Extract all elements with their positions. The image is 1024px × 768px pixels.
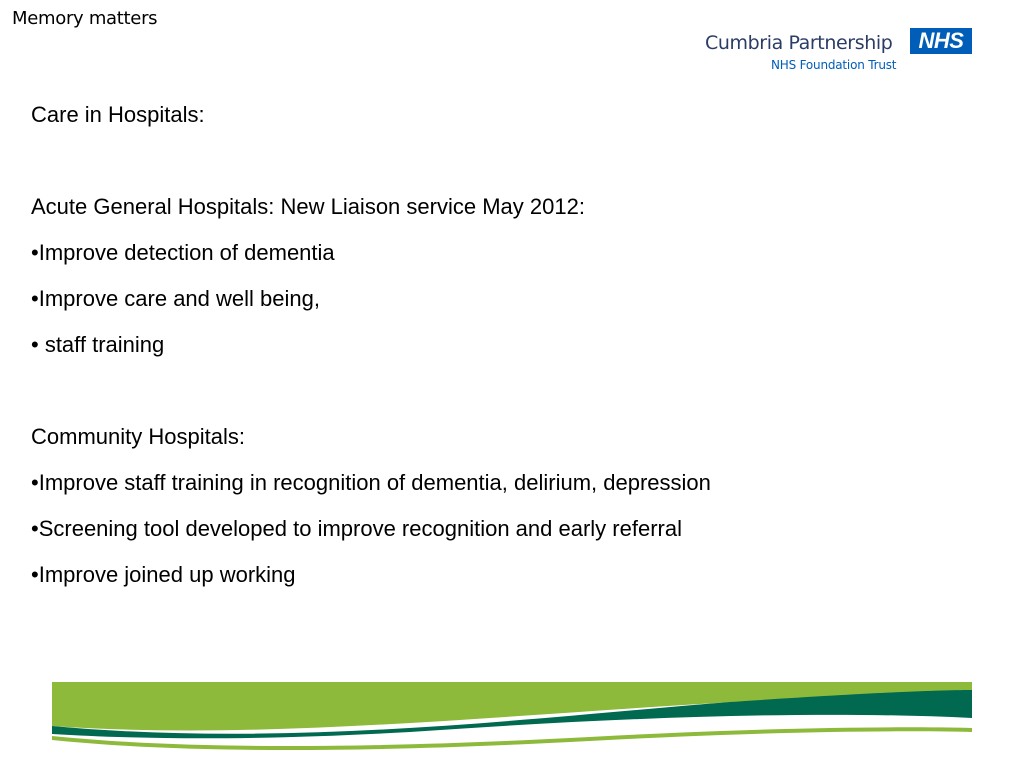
community-hospitals-title: Community Hospitals: xyxy=(31,424,245,449)
bullet-item: •Improve care and well being, xyxy=(31,286,320,311)
acute-hospitals-title: Acute General Hospitals: New Liaison service May 2012: xyxy=(31,194,585,219)
bullet-item: • staff training xyxy=(31,332,165,357)
spacer xyxy=(31,376,991,422)
bullet-item: •Improve detection of dementia xyxy=(31,240,335,265)
bullet-item: •Improve staff training in recognition of dementia, delirium, depression xyxy=(31,470,711,495)
spacer xyxy=(31,146,991,192)
nhs-trust-logo xyxy=(700,28,976,76)
bullet-item: •Screening tool developed to improve recognition and early referral xyxy=(31,516,682,541)
slide-header-title: Memory matters xyxy=(12,8,158,29)
logo-subtitle: NHS Foundation Trust xyxy=(771,58,897,72)
green-tail-line xyxy=(52,727,972,750)
logo-org-name: Cumbria Partnership xyxy=(705,32,893,54)
bullet-item: •Improve joined up working xyxy=(31,562,296,587)
slide-body xyxy=(31,100,991,606)
decorative-wave-banner xyxy=(50,678,974,750)
section-heading: Care in Hospitals: xyxy=(31,102,205,127)
nhs-badge: NHS xyxy=(910,28,972,54)
